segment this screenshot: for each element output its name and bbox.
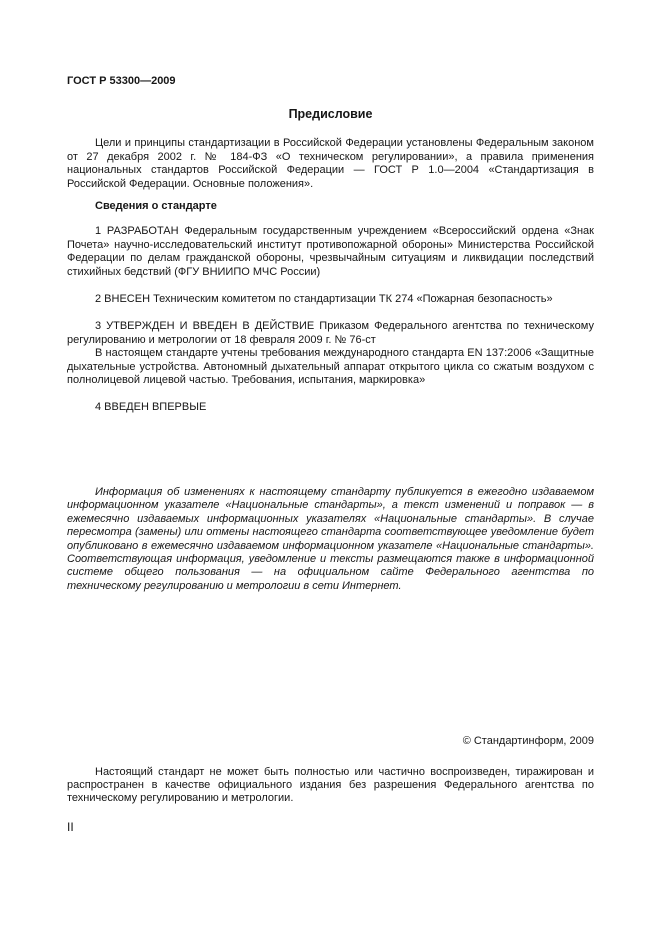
reproduction-note: Настоящий стандарт не может быть полностью или частично воспроизведен, тиражирован и распространен в качестве официального издания без разрешения Федерального агентства по техническому регулированию и метрологии. <box>67 765 594 805</box>
standard-info-item-2: 2 ВНЕСЕН Техническим комитетом по стандартизации ТК 274 «Пожарная безопасность» <box>95 293 553 306</box>
page-title: Предисловие <box>288 107 373 122</box>
intro-paragraph: Цели и принципы стандартизации в Российской Федерации установлены Федеральным законом от 27 декабря 2002 г. № 184-ФЗ «О техническом регулировании», а правила применения национальных стандартов Российской Федерации — ГОСТ Р 1.0—2004 «Стандартизация в Российской Федерации. Основные положения». <box>67 137 594 190</box>
standard-info-item-4: 4 ВВЕДЕН ВПЕРВЫЕ <box>95 400 207 413</box>
standard-info-heading: Сведения о стандарте <box>95 200 217 213</box>
page-number: II <box>67 819 74 834</box>
doc-number: ГОСТ Р 53300—2009 <box>67 75 176 87</box>
amendments-note: Информация об изменениях к настоящему стандарту публикуется в ежегодно издаваемом информационном указателе «Национальные стандарты», а текст изменений и поправок — в ежемесячно издаваемых информационных указателях «Национальные стандарты». В случае пересмотра (замены) или отмены настоящего стандарта соответствующее уведомление будет опубликовано в ежемесячно издаваемом информационном указателе «Национальные стандарты». Соответствующая информация, уведомление и тексты размещаются также в информационной системе общего пользования — на официальном сайте Федерального агентства по техническому регулированию и метрологии в сети Интернет. <box>67 485 594 592</box>
standard-info-item-3: 3 УТВЕРЖДЕН И ВВЕДЕН В ДЕЙСТВИЕ Приказом Федерального агентства по техническому регулированию и метрологии от 18 февраля 2009 г. № 76-ст <box>67 320 594 346</box>
copyright-line: © Стандартинформ, 2009 <box>462 735 594 748</box>
standard-info-item-1: 1 РАЗРАБОТАН Федеральным государственным учреждением «Всероссийский ордена «Знак Почета» научно-исследовательский институт противопожарной обороны» Министерства Российской Федерации по делам гражданской обороны, чрезвычайным ситуациям и ликвидации последствий стихийных бедствий (ФГУ ВНИИПО МЧС России) <box>67 225 594 278</box>
standard-info-item-3-note: В настоящем стандарте учтены требования международного стандарта EN 137:2006 «Защитные дыхательные устройства. Автономный дыхательный аппарат открытого цикла со сжатым воздухом с полнолицевой лицевой частью. Требования, испытания, маркировка» <box>67 347 594 387</box>
